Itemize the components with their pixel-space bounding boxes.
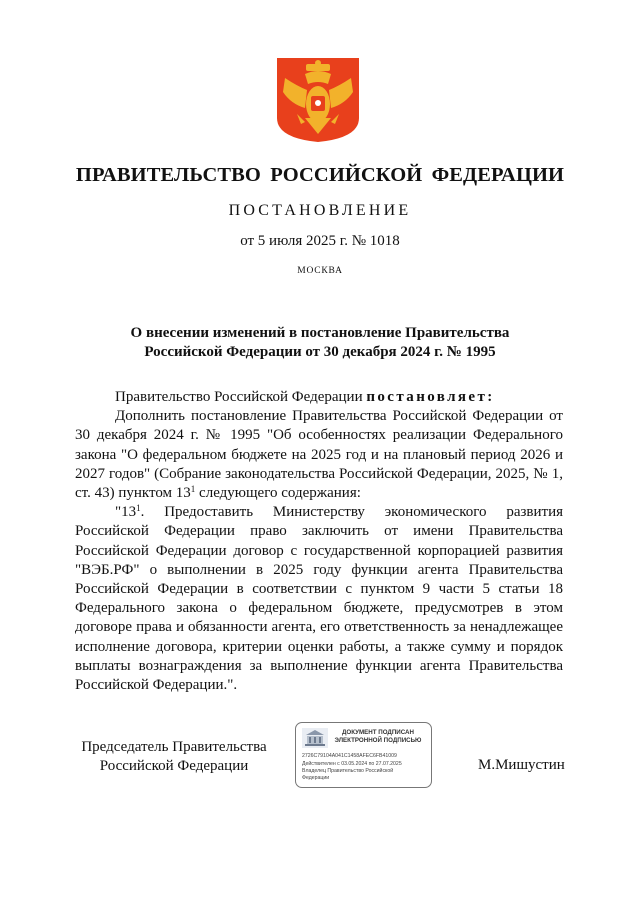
stamp-serial: 2726C79104A041C1458AFEC6FB41009 xyxy=(302,753,397,759)
signatory-title xyxy=(74,738,274,776)
amendment-text-a: Дополнить постановление Правительства Российской Федерации от 30 декабря 2024 г. № 1995 "Об особенностях реализации Федерального закона "О федеральном бюджете на 2025 год и на плановый период 2026 и 2027 годов" (Собрание законодательства Российской Федерации, 2025, № 1, ст. 43) пунктом 13 xyxy=(75,408,563,502)
clause-text-b: . Предоставить Министерству экономического развития Российской Федерации право заключить от имени Правительства Российской Федерации договор с государственной корпорацией развития "ВЭБ.РФ" о выполнении в 2025 году функции агента Правительства Российской Федерации в соответствии с пунктом 9 части 5 статьи 18 Федерального закона о федеральном бюджете, предусмотрев в этом договоре права и обязанности агента, его ответственность за ненадлежащее исполнение договора, критерии оценки работы, а также сумму и порядок выплаты вознаграждения за выполнение функции агента Правительства Российской Федерации.". xyxy=(75,504,563,694)
document-date-number: от 5 июля 2025 г. № 1018 xyxy=(240,233,400,249)
stamp-owner-line-2: Федерации xyxy=(302,775,330,781)
signatory-title-line-2: Российской Федерации xyxy=(99,758,249,774)
paragraph-amendment xyxy=(75,407,563,503)
signatory-title-line-1: Председатель Правительства xyxy=(81,739,267,755)
stamp-heading-line-1: ДОКУМЕНТ ПОДПИСАН xyxy=(342,729,414,736)
government-building-icon xyxy=(302,728,328,748)
stamp-heading xyxy=(330,729,426,745)
clause-text-a: "13 xyxy=(115,504,137,521)
state-emblem-icon xyxy=(275,56,361,144)
amendment-superscript: 1 xyxy=(190,484,196,495)
decree-intro: Правительство Российской Федерации xyxy=(115,389,367,405)
paragraph-decree xyxy=(75,388,563,407)
document-type: ПОСТАНОВЛЕНИЕ xyxy=(228,202,412,219)
clause-superscript: 1 xyxy=(136,503,141,514)
stamp-heading-line-2: ЭЛЕКТРОННОЙ ПОДПИСЬЮ xyxy=(334,737,422,744)
government-title: ПРАВИТЕЛЬСТВО РОССИЙСКОЙ ФЕДЕРАЦИИ xyxy=(75,164,565,186)
document-subject xyxy=(0,324,640,362)
stamp-owner-line-1: Владелец Правительство Российской xyxy=(302,768,394,774)
subject-line-1: О внесении изменений в постановление Правительства xyxy=(130,325,510,341)
paragraph-clause xyxy=(75,503,563,695)
decree-word: постановляет: xyxy=(366,389,495,405)
document-city: МОСКВА xyxy=(297,266,343,276)
stamp-validity: Действителен с 03.05.2024 по 27.07.2025 xyxy=(302,761,402,767)
electronic-signature-stamp xyxy=(295,722,432,788)
document-body xyxy=(75,388,563,695)
amendment-text-b: следующего содержания: xyxy=(195,485,361,502)
signatory-name: М.Мишустин xyxy=(478,757,565,773)
subject-line-2: Российской Федерации от 30 декабря 2024 г. № 1995 xyxy=(144,344,496,360)
